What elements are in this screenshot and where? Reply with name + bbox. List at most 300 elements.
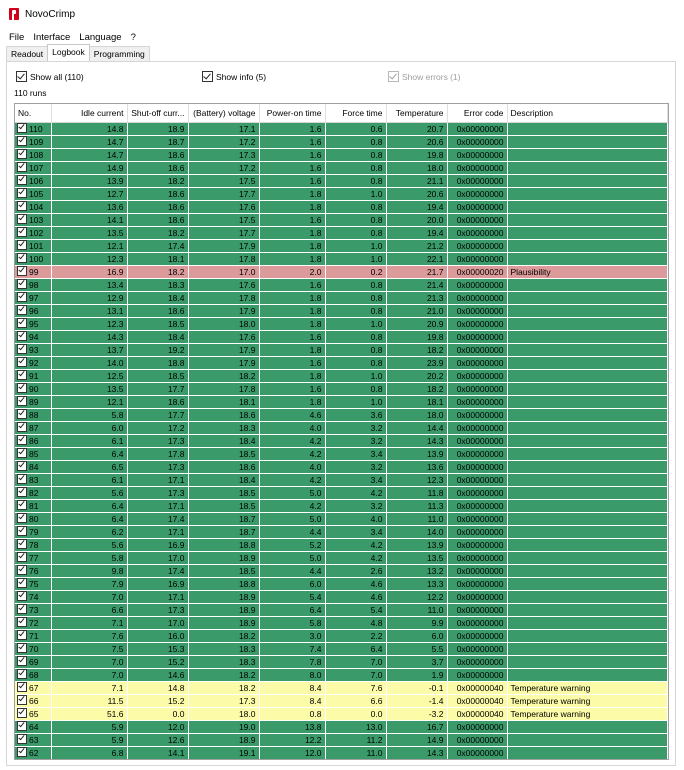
row-check-icon[interactable] <box>17 201 27 211</box>
cell-power-on: 7.4 <box>259 643 325 656</box>
row-check-icon[interactable] <box>17 435 27 445</box>
table-row[interactable] <box>15 266 667 279</box>
row-check-icon[interactable] <box>17 188 27 198</box>
table-row[interactable] <box>15 357 667 370</box>
row-check-icon[interactable] <box>17 695 27 705</box>
row-check-icon[interactable] <box>17 344 27 354</box>
table-row[interactable] <box>15 682 667 695</box>
cell-power-on: 4.2 <box>259 500 325 513</box>
cell-shutoff: 18.2 <box>127 266 188 279</box>
cell-voltage: 19.0 <box>188 721 259 734</box>
table-row[interactable] <box>15 188 667 201</box>
cell-voltage: 18.5 <box>188 500 259 513</box>
table-row[interactable] <box>15 643 667 656</box>
cell-description <box>507 487 667 500</box>
cell-error: 0x00000000 <box>447 539 507 552</box>
table-row[interactable] <box>15 591 667 604</box>
col-header-error-code[interactable]: Error code <box>447 104 507 123</box>
cell-voltage: 17.8 <box>188 292 259 305</box>
row-number-cell[interactable] <box>15 630 51 643</box>
cell-temp: 20.0 <box>386 214 447 227</box>
cell-temp: -3.2 <box>386 708 447 721</box>
cell-error: 0x00000000 <box>447 305 507 318</box>
menu-file[interactable]: File <box>9 31 25 43</box>
cell-voltage: 17.8 <box>188 383 259 396</box>
table-row[interactable] <box>15 461 667 474</box>
cell-power-on: 1.6 <box>259 383 325 396</box>
show-all-check-icon[interactable] <box>16 71 27 82</box>
logbook-table[interactable] <box>14 103 669 760</box>
cell-power-on: 4.6 <box>259 409 325 422</box>
col-header-force-time[interactable]: Force time <box>325 104 386 123</box>
row-check-icon[interactable] <box>17 253 27 263</box>
cell-power-on: 1.8 <box>259 344 325 357</box>
table-row[interactable] <box>15 526 667 539</box>
row-number-cell[interactable] <box>15 474 51 487</box>
cell-description <box>507 734 667 747</box>
row-number-cell[interactable] <box>15 513 51 526</box>
row-number-cell[interactable] <box>15 396 51 409</box>
table-row[interactable] <box>15 708 667 721</box>
row-check-icon[interactable] <box>17 279 27 289</box>
row-check-icon[interactable] <box>17 487 27 497</box>
cell-force: 2.2 <box>325 630 386 643</box>
col-header-description[interactable]: Description <box>507 104 667 123</box>
row-check-icon[interactable] <box>17 318 27 328</box>
row-check-icon[interactable] <box>17 526 27 536</box>
row-number-cell[interactable] <box>15 656 51 669</box>
cell-description <box>507 318 667 331</box>
row-number-cell[interactable] <box>15 240 51 253</box>
table-row[interactable] <box>15 630 667 643</box>
table-row[interactable] <box>15 305 667 318</box>
row-check-icon[interactable] <box>17 409 27 419</box>
table-row[interactable] <box>15 656 667 669</box>
cell-error: 0x00000000 <box>447 214 507 227</box>
table-row[interactable] <box>15 396 667 409</box>
row-check-icon[interactable] <box>17 292 27 302</box>
row-check-icon[interactable] <box>17 617 27 627</box>
row-number: 106 <box>29 176 44 186</box>
cell-error: 0x00000000 <box>447 162 507 175</box>
cell-power-on: 1.6 <box>259 214 325 227</box>
table-row[interactable] <box>15 370 667 383</box>
row-check-icon[interactable] <box>17 669 27 679</box>
cell-idle: 7.5 <box>51 643 127 656</box>
row-number: 109 <box>29 137 44 147</box>
table-row[interactable] <box>15 747 667 760</box>
row-check-icon[interactable] <box>17 448 27 458</box>
tab-programming[interactable]: Programming <box>89 46 150 61</box>
cell-power-on: 6.0 <box>259 578 325 591</box>
table-row[interactable] <box>15 617 667 630</box>
col-header-temperature[interactable]: Temperature <box>386 104 447 123</box>
row-number-cell[interactable] <box>15 539 51 552</box>
cell-force: 3.4 <box>325 448 386 461</box>
cell-idle: 6.6 <box>51 604 127 617</box>
cell-description <box>507 591 667 604</box>
show-info-check-icon[interactable] <box>202 71 213 82</box>
cell-description <box>507 604 667 617</box>
row-number-cell[interactable] <box>15 643 51 656</box>
cell-voltage: 17.9 <box>188 240 259 253</box>
row-number: 102 <box>29 228 44 238</box>
col-header-battery-voltage[interactable]: (Battery) voltage <box>188 104 259 123</box>
cell-idle: 6.0 <box>51 422 127 435</box>
row-number-cell[interactable] <box>15 357 51 370</box>
row-number-cell[interactable] <box>15 708 51 721</box>
table-row[interactable] <box>15 565 667 578</box>
cell-shutoff: 18.3 <box>127 279 188 292</box>
menu-interface[interactable]: Interface <box>33 31 71 43</box>
table-row[interactable] <box>15 604 667 617</box>
cell-idle: 14.7 <box>51 136 127 149</box>
cell-shutoff: 17.3 <box>127 461 188 474</box>
cell-force: 11.2 <box>325 734 386 747</box>
row-number-cell[interactable] <box>15 123 51 136</box>
row-number-cell[interactable] <box>15 669 51 682</box>
cell-power-on: 4.2 <box>259 474 325 487</box>
cell-idle: 51.6 <box>51 708 127 721</box>
cell-idle: 7.0 <box>51 591 127 604</box>
table-row[interactable] <box>15 123 667 136</box>
row-number-cell[interactable] <box>15 136 51 149</box>
row-number-cell[interactable] <box>15 734 51 747</box>
table-row[interactable] <box>15 474 667 487</box>
row-number-cell[interactable] <box>15 279 51 292</box>
cell-shutoff: 17.3 <box>127 487 188 500</box>
row-check-icon[interactable] <box>17 149 27 159</box>
cell-idle: 12.7 <box>51 188 127 201</box>
cell-idle: 7.1 <box>51 617 127 630</box>
cell-force: 0.8 <box>325 136 386 149</box>
table-row[interactable] <box>15 695 667 708</box>
table-row[interactable] <box>15 422 667 435</box>
col-header-idle-current[interactable]: Idle current <box>51 104 127 123</box>
table-row[interactable] <box>15 578 667 591</box>
row-check-icon[interactable] <box>17 305 27 315</box>
row-number-cell[interactable] <box>15 578 51 591</box>
table-row[interactable] <box>15 279 667 292</box>
row-number-cell[interactable] <box>15 188 51 201</box>
cell-force: 3.2 <box>325 422 386 435</box>
cell-description <box>507 253 667 266</box>
cell-power-on: 0.8 <box>259 708 325 721</box>
cell-power-on: 4.2 <box>259 448 325 461</box>
row-number-cell[interactable] <box>15 604 51 617</box>
row-number-cell[interactable] <box>15 292 51 305</box>
menu-language[interactable]: Language <box>79 31 122 43</box>
table-row[interactable] <box>15 175 667 188</box>
cell-error: 0x00000000 <box>447 136 507 149</box>
cell-error: 0x00000000 <box>447 591 507 604</box>
cell-description <box>507 656 667 669</box>
cell-temp: 1.9 <box>386 669 447 682</box>
cell-idle: 13.7 <box>51 344 127 357</box>
cell-voltage: 18.7 <box>188 513 259 526</box>
cell-idle: 12.5 <box>51 370 127 383</box>
row-number-cell[interactable] <box>15 422 51 435</box>
row-number: 110 <box>29 124 43 134</box>
row-number: 89 <box>29 397 39 407</box>
table-row[interactable] <box>15 318 667 331</box>
cell-temp: 20.6 <box>386 188 447 201</box>
cell-shutoff: 17.4 <box>127 513 188 526</box>
cell-power-on: 1.8 <box>259 188 325 201</box>
row-number-cell[interactable] <box>15 461 51 474</box>
table-row[interactable] <box>15 162 667 175</box>
cell-force: 1.0 <box>325 370 386 383</box>
cell-force: 0.8 <box>325 344 386 357</box>
table-row[interactable] <box>15 539 667 552</box>
table-row[interactable] <box>15 227 667 240</box>
row-number-cell[interactable] <box>15 552 51 565</box>
cell-idle: 5.6 <box>51 487 127 500</box>
row-check-icon[interactable] <box>17 682 27 692</box>
row-number-cell[interactable] <box>15 617 51 630</box>
row-number-cell[interactable] <box>15 344 51 357</box>
cell-description <box>507 175 667 188</box>
table-row[interactable] <box>15 344 667 357</box>
row-number: 62 <box>29 748 39 758</box>
row-number-cell[interactable] <box>15 370 51 383</box>
table-row[interactable] <box>15 292 667 305</box>
row-number-cell[interactable] <box>15 682 51 695</box>
cell-description <box>507 435 667 448</box>
row-number-cell[interactable] <box>15 266 51 279</box>
cell-temp: 9.9 <box>386 617 447 630</box>
row-check-icon[interactable] <box>17 331 27 341</box>
cell-force: 0.8 <box>325 357 386 370</box>
cell-power-on: 1.6 <box>259 357 325 370</box>
table-row[interactable] <box>15 383 667 396</box>
cell-shutoff: 17.7 <box>127 383 188 396</box>
row-check-icon[interactable] <box>17 604 27 614</box>
menu-help[interactable]: ? <box>130 31 136 43</box>
cell-idle: 12.3 <box>51 253 127 266</box>
cell-power-on: 12.0 <box>259 747 325 760</box>
cell-description <box>507 526 667 539</box>
table-row[interactable] <box>15 487 667 500</box>
cell-error: 0x00000040 <box>447 708 507 721</box>
table-row[interactable] <box>15 136 667 149</box>
cell-shutoff: 19.2 <box>127 344 188 357</box>
row-check-icon[interactable] <box>17 266 27 276</box>
col-header-power-on-time[interactable]: Power-on time <box>259 104 325 123</box>
row-check-icon[interactable] <box>17 240 27 250</box>
row-number: 73 <box>29 605 39 615</box>
row-number-cell[interactable] <box>15 175 51 188</box>
cell-power-on: 1.6 <box>259 136 325 149</box>
cell-shutoff: 18.6 <box>127 188 188 201</box>
row-number-cell[interactable] <box>15 318 51 331</box>
show-info-checkbox[interactable] <box>202 71 266 82</box>
cell-idle: 13.5 <box>51 383 127 396</box>
row-number-cell[interactable] <box>15 253 51 266</box>
cell-force: 0.8 <box>325 175 386 188</box>
row-number-cell[interactable] <box>15 149 51 162</box>
table-row[interactable] <box>15 240 667 253</box>
col-header-shutoff-current[interactable]: Shut-off curr... <box>127 104 188 123</box>
table-row[interactable] <box>15 149 667 162</box>
cell-temp: 20.9 <box>386 318 447 331</box>
row-number-cell[interactable] <box>15 526 51 539</box>
row-check-icon[interactable] <box>17 383 27 393</box>
row-number-cell[interactable] <box>15 162 51 175</box>
table-row[interactable] <box>15 214 667 227</box>
row-number-cell[interactable] <box>15 721 51 734</box>
row-number-cell[interactable] <box>15 305 51 318</box>
cell-voltage: 18.8 <box>188 578 259 591</box>
row-number: 91 <box>29 371 39 381</box>
cell-shutoff: 18.2 <box>127 227 188 240</box>
cell-voltage: 17.0 <box>188 266 259 279</box>
table-row[interactable] <box>15 201 667 214</box>
row-check-icon[interactable] <box>17 396 27 406</box>
table-row[interactable] <box>15 513 667 526</box>
row-number-cell[interactable] <box>15 747 51 760</box>
cell-force: 13.0 <box>325 721 386 734</box>
row-check-icon[interactable] <box>17 643 27 653</box>
row-number-cell[interactable] <box>15 214 51 227</box>
row-number: 70 <box>29 644 39 654</box>
row-check-icon[interactable] <box>17 539 27 549</box>
cell-voltage: 17.2 <box>188 162 259 175</box>
row-check-icon[interactable] <box>17 630 27 640</box>
cell-error: 0x00000000 <box>447 578 507 591</box>
cell-error: 0x00000000 <box>447 513 507 526</box>
row-number: 66 <box>29 696 39 706</box>
tab-logbook[interactable]: Logbook <box>47 44 90 61</box>
row-check-icon[interactable] <box>17 552 27 562</box>
show-all-checkbox[interactable] <box>16 71 84 82</box>
table-row[interactable] <box>15 552 667 565</box>
row-number-cell[interactable] <box>15 383 51 396</box>
cell-description <box>507 643 667 656</box>
table-row[interactable] <box>15 448 667 461</box>
cell-voltage: 18.2 <box>188 630 259 643</box>
cell-shutoff: 17.3 <box>127 435 188 448</box>
row-check-icon[interactable] <box>17 136 27 146</box>
table-row[interactable] <box>15 409 667 422</box>
cell-description <box>507 669 667 682</box>
cell-force: 0.8 <box>325 331 386 344</box>
cell-idle: 6.4 <box>51 448 127 461</box>
table-row[interactable] <box>15 331 667 344</box>
cell-description <box>507 448 667 461</box>
cell-force: 4.2 <box>325 539 386 552</box>
cell-shutoff: 12.6 <box>127 734 188 747</box>
cell-description <box>507 188 667 201</box>
col-header-no[interactable]: No. <box>15 104 51 123</box>
cell-shutoff: 18.5 <box>127 370 188 383</box>
row-number-cell[interactable] <box>15 409 51 422</box>
row-check-icon[interactable] <box>17 123 27 133</box>
row-number-cell[interactable] <box>15 487 51 500</box>
table-row[interactable] <box>15 721 667 734</box>
cell-error: 0x00000000 <box>447 552 507 565</box>
cell-description <box>507 396 667 409</box>
cell-voltage: 18.2 <box>188 669 259 682</box>
row-number-cell[interactable] <box>15 435 51 448</box>
row-check-icon[interactable] <box>17 747 27 757</box>
cell-shutoff: 17.1 <box>127 500 188 513</box>
row-check-icon[interactable] <box>17 513 27 523</box>
row-number-cell[interactable] <box>15 591 51 604</box>
table-row[interactable] <box>15 253 667 266</box>
table-row[interactable] <box>15 669 667 682</box>
row-number-cell[interactable] <box>15 331 51 344</box>
row-check-icon[interactable] <box>17 565 27 575</box>
cell-temp: 21.1 <box>386 175 447 188</box>
row-check-icon[interactable] <box>17 591 27 601</box>
row-check-icon[interactable] <box>17 162 27 172</box>
row-check-icon[interactable] <box>17 422 27 432</box>
show-errors-label: Show errors (1) <box>402 71 461 82</box>
cell-description <box>507 136 667 149</box>
row-number-cell[interactable] <box>15 227 51 240</box>
cell-error: 0x00000000 <box>447 669 507 682</box>
row-check-icon[interactable] <box>17 578 27 588</box>
row-check-icon[interactable] <box>17 474 27 484</box>
row-check-icon[interactable] <box>17 370 27 380</box>
cell-voltage: 17.3 <box>188 695 259 708</box>
row-check-icon[interactable] <box>17 500 27 510</box>
cell-error: 0x00000040 <box>447 695 507 708</box>
row-check-icon[interactable] <box>17 357 27 367</box>
cell-error: 0x00000000 <box>447 396 507 409</box>
cell-error: 0x00000000 <box>447 721 507 734</box>
cell-force: 7.6 <box>325 682 386 695</box>
cell-shutoff: 18.6 <box>127 214 188 227</box>
cell-error: 0x00000000 <box>447 656 507 669</box>
cell-description <box>507 630 667 643</box>
row-check-icon[interactable] <box>17 734 27 744</box>
row-check-icon[interactable] <box>17 227 27 237</box>
cell-force: 4.6 <box>325 591 386 604</box>
row-number-cell[interactable] <box>15 448 51 461</box>
row-check-icon[interactable] <box>17 461 27 471</box>
row-number-cell[interactable] <box>15 695 51 708</box>
cell-description <box>507 344 667 357</box>
table-row[interactable] <box>15 435 667 448</box>
row-check-icon[interactable] <box>17 175 27 185</box>
cell-power-on: 1.8 <box>259 370 325 383</box>
row-number: 75 <box>29 579 39 589</box>
cell-shutoff: 14.1 <box>127 747 188 760</box>
cell-idle: 6.2 <box>51 526 127 539</box>
cell-description <box>507 747 667 760</box>
table-row[interactable] <box>15 500 667 513</box>
row-number-cell[interactable] <box>15 201 51 214</box>
row-number: 101 <box>29 241 44 251</box>
row-number: 67 <box>29 683 39 693</box>
cell-temp: 14.3 <box>386 435 447 448</box>
tab-readout[interactable]: Readout <box>6 46 48 61</box>
cell-shutoff: 17.1 <box>127 526 188 539</box>
table-row[interactable] <box>15 734 667 747</box>
cell-shutoff: 17.4 <box>127 565 188 578</box>
row-check-icon[interactable] <box>17 214 27 224</box>
row-check-icon[interactable] <box>17 721 27 731</box>
row-number-cell[interactable] <box>15 500 51 513</box>
row-number-cell[interactable] <box>15 565 51 578</box>
cell-shutoff: 15.3 <box>127 643 188 656</box>
row-check-icon[interactable] <box>17 708 27 718</box>
row-check-icon[interactable] <box>17 656 27 666</box>
cell-description <box>507 552 667 565</box>
cell-voltage: 18.4 <box>188 474 259 487</box>
